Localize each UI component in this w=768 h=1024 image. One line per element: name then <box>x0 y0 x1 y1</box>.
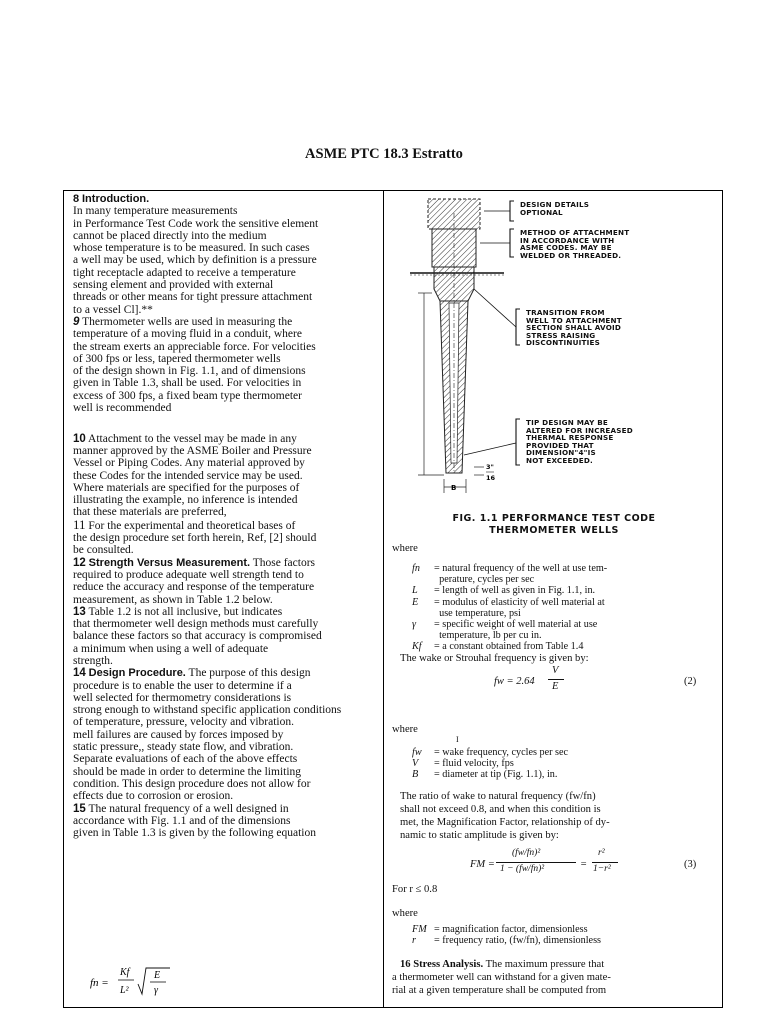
variable-symbol: B <box>412 769 419 781</box>
dimension-fraction-top: 3" <box>486 463 494 471</box>
formula-l2: L² <box>120 985 129 996</box>
variable-row <box>412 769 718 780</box>
section-13-line: Table 1.2 is not all inclusive, but indicates <box>88 605 283 618</box>
section-13-body <box>73 618 379 667</box>
section-8-body <box>73 205 379 316</box>
variable-symbol: Kf <box>412 641 422 653</box>
s14-line: Separate evaluations of each of the above effects <box>73 753 298 766</box>
figure-label-line: OPTIONAL <box>520 207 563 217</box>
for-r-condition: For r ≤ 0.8 <box>392 884 438 895</box>
section-10-body <box>73 445 379 519</box>
s14-line: of temperature, pressure, velocity and vibration. <box>73 716 294 729</box>
ratio-line: shall not exceed 0.8, and when this condition is <box>400 804 601 815</box>
section-8-heading: Introduction. <box>82 193 150 205</box>
eq3-num2: r² <box>598 848 605 858</box>
figure-label-line: DESIGN DETAILS <box>520 200 590 209</box>
variable-definition: = a constant obtained from Table 1.4 <box>434 641 584 653</box>
variable-row <box>412 585 718 596</box>
s9-line: the stream exerts an appreciable force. For velocities <box>73 340 316 353</box>
variable-row <box>412 563 718 574</box>
figure-label-line: IN ACCORDANCE WITH <box>520 235 615 245</box>
variable-row <box>412 608 718 619</box>
s8-line: In many temperature measurements <box>73 205 238 218</box>
section-9-number: 9 <box>73 315 80 328</box>
s11-line: the design procedure set forth herein, Ref, [2] should <box>73 532 317 545</box>
eq3-number: (3) <box>684 859 697 870</box>
section-16-body <box>392 971 718 997</box>
s10-line: these Codes for the intended service may be used. <box>73 469 303 482</box>
s8-line: to a vessel Cl].** <box>73 303 153 316</box>
section-10-line: Attachment to the vessel may be made in any <box>88 432 297 445</box>
section-14-body <box>73 680 379 803</box>
s10-line: that these materials are preferred, <box>73 506 227 519</box>
variable-symbol: L <box>412 585 418 597</box>
left-column <box>73 193 379 839</box>
s14-line: well selected for thermometry considerations is <box>73 691 292 704</box>
s10-line: Where materials are specified for the purposes of <box>73 481 300 494</box>
eq2-numerator: V <box>552 665 559 676</box>
eq2-lhs: fw = 2.64 <box>494 676 535 687</box>
figure-label-line: DISCONTINUITIES <box>526 338 600 348</box>
figure-label-line: WELDED OR THREADED. <box>520 250 622 260</box>
variable-definition: = modulus of elasticity of well material at <box>434 596 605 608</box>
variable-symbol: fn <box>412 563 420 574</box>
figure-label-line: METHOD OF ATTACHMENT <box>520 228 630 237</box>
column-divider <box>383 190 384 1008</box>
s14-line: condition. This design procedure does not allow for <box>73 777 311 790</box>
s9-line: of the design shown in Fig. 1.1, and of dimensions <box>73 365 306 378</box>
s10-line: manner approved by the ASME Boiler and Pressure <box>73 444 312 457</box>
s11-line: be consulted. <box>73 544 134 557</box>
s9-line: temperature of a moving fluid in a conduit, where <box>73 328 302 341</box>
s10-line: Vessel or Piping Codes. Any material approved by <box>73 457 305 470</box>
variable-definition: = frequency ratio, (fw/fn), dimensionless <box>434 935 601 947</box>
s8-line: sensing element and provided with external <box>73 279 274 292</box>
section-14-number: 14 <box>73 667 86 680</box>
variable-symbol: E <box>412 596 419 608</box>
variable-row <box>412 758 718 769</box>
figure-label-line: TRANSITION FROM <box>526 308 605 317</box>
s9-line: of 300 fps or less, tapered thermometer wells <box>73 352 281 365</box>
figure-label-line: SECTION SHALL AVOID <box>526 323 622 333</box>
formula-gamma: γ <box>154 985 158 996</box>
section-16-line: The maximum pressure that <box>485 959 605 970</box>
s14-line: should be made in order to determine the limiting <box>73 765 302 778</box>
variable-row <box>412 935 718 946</box>
section-15-line: The natural frequency of a well designed in <box>88 802 289 815</box>
ratio-line: met, the Magnification Factor, relationship of dy- <box>400 817 610 828</box>
figure-label-line: PROVIDED THAT <box>526 440 594 450</box>
section-11-number: 11 <box>73 516 86 532</box>
s12-line: required to produce adequate well strength tend to <box>73 568 304 581</box>
s8-line: whose temperature is to be measured. In such cases <box>73 242 310 255</box>
right-column <box>388 193 720 1005</box>
s16-line: a thermometer well can withstand for a given mate- <box>392 972 611 983</box>
figure-label-line: ASME CODES. MAY BE <box>520 243 612 253</box>
s12-line: reduce the accuracy and response of the temperature <box>73 581 315 594</box>
figure-label-tip-design <box>526 419 633 465</box>
figure-label-line: TIP DESIGN MAY BE <box>526 418 609 427</box>
strouhal-intro: The wake or Strouhal frequency is given by: <box>400 653 589 664</box>
variable-symbol: V <box>412 758 419 770</box>
variable-row <box>412 619 718 630</box>
where-label-1: where <box>392 543 418 554</box>
s9-line: excess of 300 fps, a fixed beam type thermometer <box>73 389 302 402</box>
variable-symbol: γ <box>412 619 417 631</box>
ratio-line: namic to static amplitude is given by: <box>400 830 559 841</box>
figure-label-line: WELL TO ATTACHMENT <box>526 315 622 325</box>
s14-line: static pressure,, steady state flow, and vibration. <box>73 741 294 754</box>
section-15-number: 15 <box>73 802 86 815</box>
figure-label-attachment <box>520 229 629 259</box>
variable-definition: temperature, lb per cu in. <box>434 630 542 642</box>
document-title: ASME PTC 18.3 Estratto <box>305 146 463 162</box>
s14-line: procedure is to enable the user to determine if a <box>73 679 292 692</box>
eq3-lhs: FM = <box>470 859 495 870</box>
variable-definition: = diameter at tip (Fig. 1.1), in. <box>434 769 558 781</box>
variable-definition: = specific weight of well material at use <box>434 619 598 631</box>
s10-line: illustrating the example, no inference is intended <box>73 494 298 507</box>
s12-line: measurement, as shown in Table 1.2 below. <box>73 593 273 606</box>
eq3-den2: 1−r² <box>593 864 611 874</box>
s15-line: given in Table 1.3 is given by the following equation <box>73 827 316 840</box>
natural-frequency-formula <box>88 962 198 1004</box>
s13-line: a minimum when using a well of adequate <box>73 642 269 655</box>
section-10-number: 10 <box>73 432 86 445</box>
section-9-line: Thermometer wells are used in measuring the <box>82 315 293 328</box>
figure-label-design-details <box>520 201 589 216</box>
variable-definition: = fluid velocity, fps <box>434 758 514 770</box>
variable-list-3 <box>412 924 718 946</box>
variable-definition: use temperature, psi <box>434 607 521 619</box>
variable-row <box>412 597 718 608</box>
s8-line: tight receptacle adapted to receive a temperature <box>73 266 296 279</box>
variable-definition: = natural frequency of the well at use tem- <box>434 563 608 574</box>
variable-symbol: r <box>412 935 416 947</box>
eq2-number: (2) <box>684 676 697 687</box>
s13-line: that thermometer well design methods must carefully <box>73 618 319 631</box>
variable-list-2 <box>412 747 718 781</box>
eq2-denominator: E <box>552 681 559 692</box>
section-11-body <box>73 532 379 557</box>
figure-caption-line2: THERMOMETER WELLS <box>489 525 619 536</box>
formula-kf: Kf <box>120 967 130 978</box>
variable-list-1 <box>412 563 718 653</box>
dimension-fraction-bottom: 16 <box>486 474 496 482</box>
variable-row <box>412 630 718 641</box>
s16-line: rial at a given temperature shall be computed from <box>392 985 607 996</box>
variable-row <box>412 747 718 758</box>
variable-row <box>412 574 718 585</box>
s8-line: cannot be placed directly into the medium <box>73 229 267 242</box>
where-label-3: where <box>392 908 418 919</box>
section-16-first-line <box>400 958 718 971</box>
formula-lhs: fn = <box>90 977 109 989</box>
variable-definition: = magnification factor, dimensionless <box>434 924 588 935</box>
figure-label-line: NOT EXCEEDED. <box>526 455 593 465</box>
section-12-heading: Strength Versus Measurement. <box>88 556 251 569</box>
variable-symbol: FM <box>412 924 427 935</box>
ratio-line: The ratio of wake to natural frequency (fw/fn) <box>400 791 596 802</box>
section-12-line: Those factors <box>252 556 316 569</box>
section-16-heading: Stress Analysis. <box>413 959 484 970</box>
s9-line: well is recommended <box>73 402 172 415</box>
figure-caption-line1: FIG. 1.1 PERFORMANCE TEST CODE <box>452 513 656 524</box>
section-12-number: 12 <box>73 556 86 569</box>
where-label-2: where <box>392 724 418 735</box>
section-13-number: 13 <box>73 605 86 618</box>
s14-line: strong enough to withstand specific application conditions <box>73 704 342 717</box>
variable-definition: perature, cycles per sec <box>434 574 535 586</box>
section-14-line: The purpose of this design <box>188 667 311 680</box>
s8-line: threads or other means for tight pressure attachment <box>73 291 313 304</box>
section-11-line: For the experimental and theoretical bases of <box>88 519 296 532</box>
s14-line: effects due to corrosion or erosion. <box>73 790 234 803</box>
s8-line: a well may be used, which by definition is a pressure <box>73 254 317 267</box>
s8-line: in Performance Test Code work the sensitive element <box>73 217 319 230</box>
section-15-body <box>73 815 379 840</box>
eq3-num1: (fw/fn)² <box>512 848 541 858</box>
s15-line: accordance with Fig. 1.1 and of the dimensions <box>73 814 291 827</box>
figure-label-line: THERMAL RESPONSE <box>526 433 614 443</box>
variable-symbol: fw <box>412 747 422 758</box>
section-14-heading: Design Procedure. <box>88 667 186 680</box>
eq3-equals: = <box>580 859 588 870</box>
stray-mark: I <box>456 735 459 744</box>
figure-label-line: ALTERED FOR INCREASED <box>526 425 633 435</box>
section-8-number: 8 <box>73 193 80 205</box>
variable-definition: = wake frequency, cycles per sec <box>434 747 569 758</box>
variable-row <box>412 924 718 935</box>
figure-label-transition <box>526 309 622 347</box>
variable-definition: = length of well as given in Fig. 1.1, in. <box>434 585 596 597</box>
section-12-body <box>73 569 379 606</box>
formula-e: E <box>154 970 161 981</box>
variable-row <box>412 641 718 652</box>
figure-label-line: DIMENSION"4"IS <box>526 448 596 458</box>
s13-line: strength. <box>73 654 113 667</box>
s13-line: balance these factors so that accuracy is compromised <box>73 630 322 643</box>
eq3-den1: 1 − (fw/fn)² <box>500 864 545 874</box>
dimension-b: B <box>451 484 457 492</box>
figure-label-line: STRESS RAISING <box>526 330 596 340</box>
section-9-body <box>73 328 379 414</box>
s14-line: mell failures are caused by forces imposed by <box>73 728 284 741</box>
s9-line: given in Table 1.3, shall be used. For velocities in <box>73 377 302 390</box>
section-16-number: 16 <box>400 959 411 970</box>
ratio-paragraph <box>400 790 718 842</box>
